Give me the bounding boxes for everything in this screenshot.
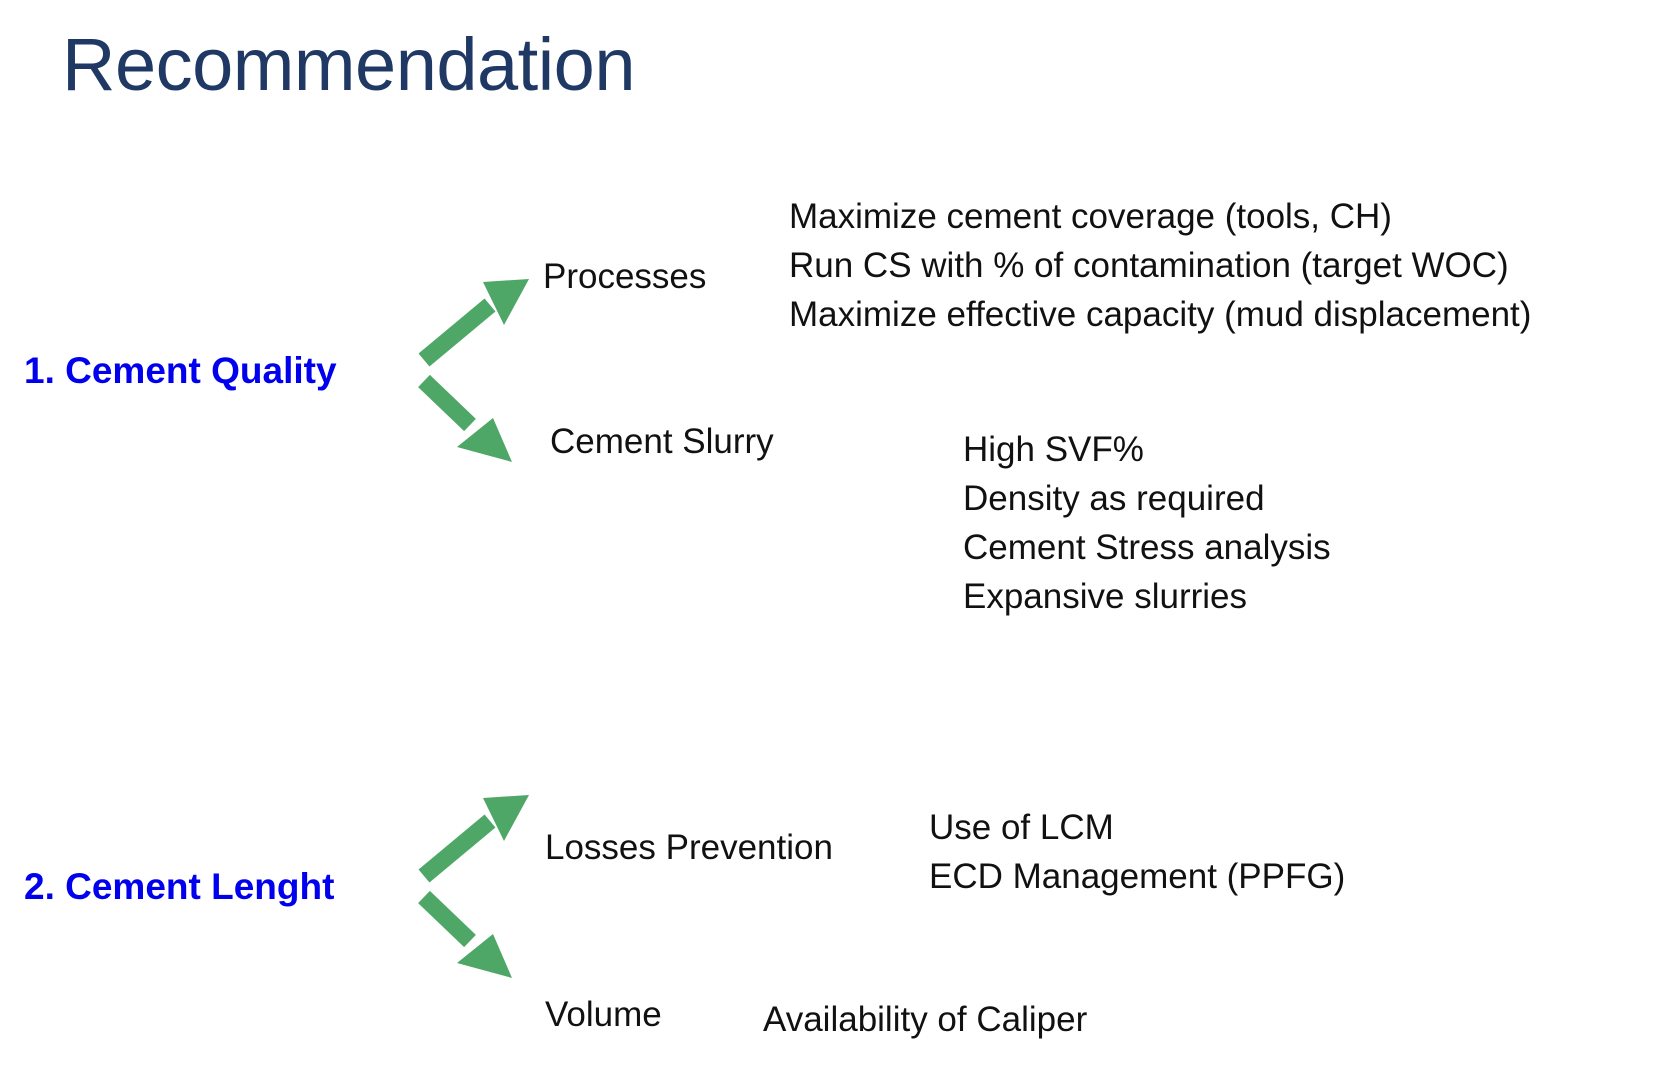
details-losses-prevention <box>929 803 1345 901</box>
branch-label-cement-lenght: 2. Cement Lenght <box>24 866 335 907</box>
details-processes <box>789 192 1531 339</box>
node-label-volume: Volume <box>545 995 662 1034</box>
arrow-quality-to-processes <box>424 279 529 360</box>
arrow-lenght-to-losses <box>424 795 529 876</box>
details-volume <box>763 995 1087 1044</box>
page-title: Recommendation <box>62 23 635 106</box>
detail-item: Run CS with % of contamination (target WOC) <box>789 246 1509 285</box>
node-label-losses-prevention: Losses Prevention <box>545 828 833 867</box>
node-label-processes: Processes <box>543 257 707 296</box>
detail-item: Density as required <box>963 479 1265 518</box>
node-label-cement-slurry: Cement Slurry <box>550 422 774 461</box>
detail-item: Maximize effective capacity (mud displacement) <box>789 295 1532 334</box>
detail-item: Cement Stress analysis <box>963 528 1331 567</box>
details-cement-slurry <box>963 425 1331 621</box>
arrow-lenght-to-volume <box>424 897 512 978</box>
detail-item: Availability of Caliper <box>763 1000 1088 1039</box>
detail-item: Expansive slurries <box>963 577 1247 616</box>
branch-label-cement-quality: 1. Cement Quality <box>24 350 337 391</box>
detail-item: ECD Management (PPFG) <box>929 857 1346 896</box>
detail-item: Maximize cement coverage (tools, CH) <box>789 197 1392 236</box>
detail-item: High SVF% <box>963 430 1144 469</box>
detail-item: Use of LCM <box>929 808 1114 847</box>
arrow-quality-to-slurry <box>424 381 512 462</box>
